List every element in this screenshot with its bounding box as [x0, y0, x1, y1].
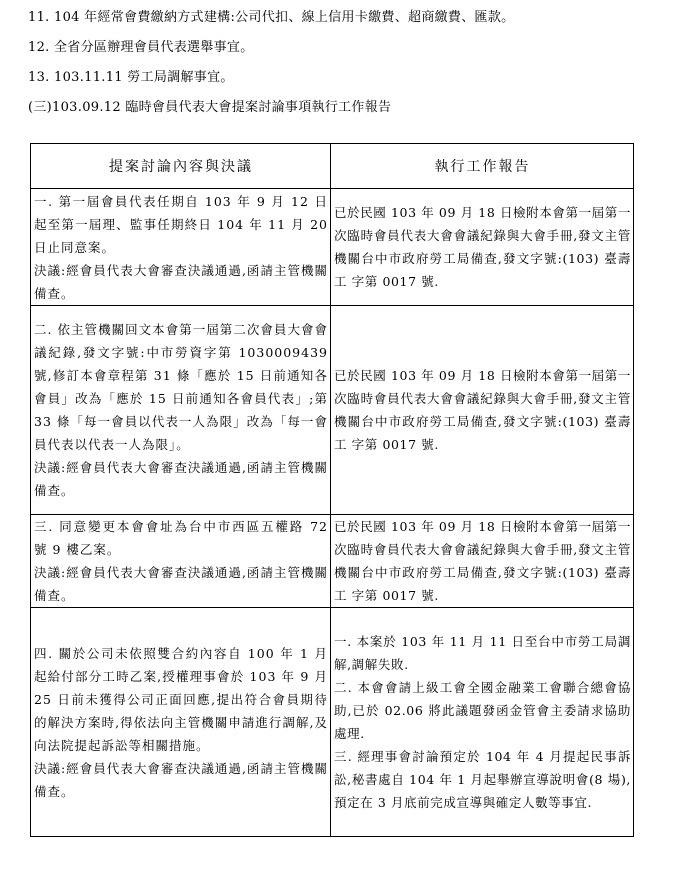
- proposal-text: 一. 第一屆會員代表任期自 103 年 9 月 12 日起至第一屆理、監事任期終日 104 年 11 月 20 日止同意案。: [34, 193, 328, 255]
- table-row: [31, 306, 634, 515]
- report-text: 已於民國 103 年 09 月 18 日檢附本會第一屆第一次臨時會員代表大會會議紀錄與大會手冊,發文主管機關台中市政府勞工局備查,發文字號:(103) 臺壽工 字第 0017 號.: [334, 368, 631, 452]
- proposal-text: 三. 同意變更本會會址為台中市西區五權路 72 號 9 樓乙案。: [34, 519, 328, 557]
- item-line-11: 11. 104 年經常會費繳納方式建構:公司代扣、線上信用卡繳費、超商繳費、匯款。: [28, 10, 515, 25]
- report-item-3: 三. 經理事會討論預定於 104 年 4 月提起民事訴訟,秘書處自 104 年 1 月起舉辦宣導說明會(8 場),預定在 3 月底前完成宣導與確定人數等事宜.: [334, 749, 631, 810]
- report-item-1: 一. 本案於 103 年 11 月 11 日至台中市勞工局調解,調解失敗.: [334, 634, 631, 672]
- proposal-cell: [31, 515, 331, 608]
- item-line-13: 13. 103.11.11 勞工局調解事宜。: [28, 70, 234, 85]
- table-row: [31, 189, 634, 306]
- report-table: [30, 143, 634, 837]
- report-item-2: 二. 本會會請上級工會全國金融業工會聯合總會協助,已於 02.06 將此議題發函金管會主委請求協助處理.: [334, 680, 631, 741]
- proposal-cell: [31, 189, 331, 306]
- resolution-text: 決議:經會員代表大會審查決議通過,函請主管機關備查。: [34, 460, 328, 498]
- report-cell: [331, 515, 634, 608]
- proposal-cell: [31, 608, 331, 837]
- table-row: [31, 608, 634, 837]
- proposal-cell: [31, 306, 331, 515]
- header-report: 執行工作報告: [331, 144, 634, 189]
- report-cell: [331, 608, 634, 837]
- table-header-row: [31, 144, 634, 189]
- proposal-text: 四. 關於公司未依照雙合約內容自 100 年 1 月起給付部分工時乙案,授權理事會於 103 年 9 月 25 日前未獲得公司正面回應,提出符合會員期待的解決方案時,得依法向主管機關申請進行調解,及向法院提起訴訟等相關措施。: [34, 645, 328, 753]
- section-heading: (三)103.09.12 臨時會員代表大會提案討論事項執行工作報告: [28, 100, 392, 115]
- report-text: 已於民國 103 年 09 月 18 日檢附本會第一屆第一次臨時會員代表大會會議紀錄與大會手冊,發文主管機關台中市政府勞工局備查,發文字號:(103) 臺壽工 字第 0017 號.: [334, 519, 631, 603]
- intro-lines: [28, 8, 648, 128]
- resolution-text: 決議:經會員代表大會審查決議通過,函請主管機關備查。: [34, 565, 328, 603]
- resolution-text: 決議:經會員代表大會審查決議通過,函請主管機關備查。: [34, 760, 328, 799]
- proposal-text: 二. 依主管機關回文本會第一屆第二次會員大會會議紀錄,發文字號:中市勞資字第 1030009439 號,修訂本會章程第 31 條「應於 15 日前通知各會員」改為「應於 15 日前通知各會員代表」;第 33 條「每一會員以代表一人為限」改為「每一會員代表以代表一人為限」。: [34, 322, 328, 452]
- report-cell: [331, 306, 634, 515]
- resolution-text: 決議:經會員代表大會審查決議通過,函請主管機關備查。: [34, 262, 328, 301]
- table-row: [31, 515, 634, 608]
- header-proposal: 提案討論內容與決議: [31, 144, 331, 189]
- item-line-12: 12. 全省分區辦理會員代表選舉事宜。: [28, 40, 254, 55]
- report-text: 已於民國 103 年 09 月 18 日檢附本會第一屆第一次臨時會員代表大會會議紀錄與大會手冊,發文主管機關台中市政府勞工局備查,發文字號:(103) 臺壽工 字第 0017 號.: [334, 205, 631, 289]
- report-cell: [331, 189, 634, 306]
